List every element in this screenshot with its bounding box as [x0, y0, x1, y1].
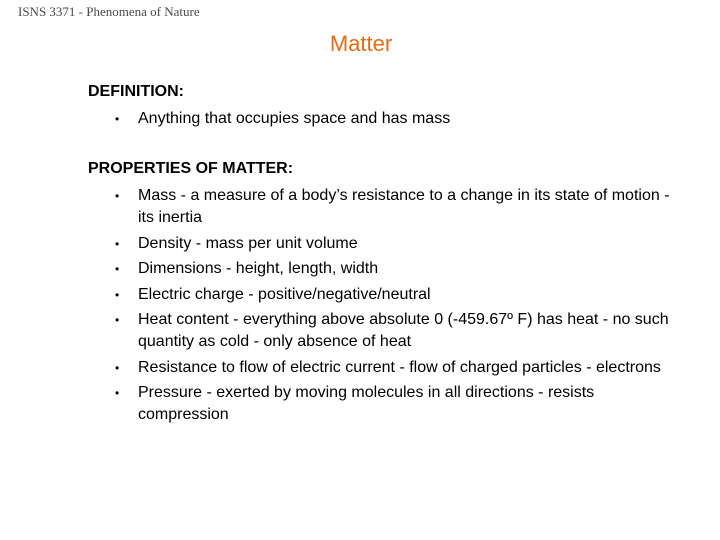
list-item-text: Dimensions - height, length, width [138, 260, 379, 277]
definition-heading: DEFINITION: [88, 83, 184, 100]
list-item [88, 284, 688, 306]
list-item [88, 382, 688, 426]
list-item-text: Mass - a measure of a body’s resistance to a change in its state of motion - its inertia [138, 187, 670, 226]
list-item-text: Heat content - everything above absolute 0 (-459.67º F) has heat - no such quantity as cold - only absence of heat [138, 311, 669, 350]
list-item [88, 108, 688, 130]
bullet-icon: • [115, 189, 120, 203]
bullet-icon: • [115, 262, 120, 276]
bullet-icon: • [115, 360, 120, 375]
definition-list [88, 108, 688, 130]
list-item [88, 185, 688, 229]
properties-section [88, 158, 688, 430]
list-item [88, 309, 688, 353]
bullet-icon: • [115, 287, 120, 302]
properties-list [88, 185, 688, 426]
bullet-icon: • [115, 112, 120, 126]
properties-heading: PROPERTIES OF MATTER: [88, 160, 294, 177]
list-item-text: Resistance to flow of electric current - flow of charged particles - electrons [138, 358, 661, 376]
list-item-text: Electric charge - positive/negative/neutral [138, 285, 431, 303]
slide-title [0, 31, 720, 57]
list-item-text: Anything that occupies space and has mass [138, 110, 451, 127]
definition-section [88, 81, 688, 134]
list-item [88, 357, 688, 379]
list-item-text: Pressure - exerted by moving molecules in all directions - resists compression [138, 384, 595, 423]
slide-title-text: Matter [329, 31, 393, 56]
list-item [88, 258, 688, 280]
bullet-icon: • [115, 313, 120, 327]
course-header: ISNS 3371 - Phenomena of Nature [18, 4, 200, 19]
bullet-icon: • [115, 386, 120, 400]
bullet-icon: • [115, 236, 120, 251]
list-item [88, 233, 688, 255]
list-item-text: Density - mass per unit volume [138, 234, 358, 252]
